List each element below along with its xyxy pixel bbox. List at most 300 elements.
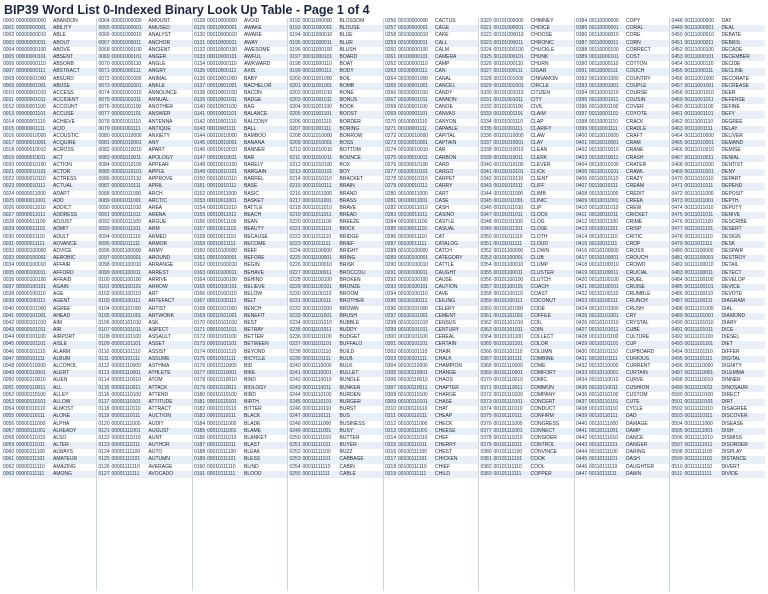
word-index: 0166 bbox=[194, 291, 206, 298]
word-row bbox=[2, 406, 96, 413]
word-binary: 00010110110 bbox=[207, 406, 237, 413]
word-binary: 00100011101 bbox=[398, 226, 428, 233]
word-index: 0265 bbox=[385, 82, 397, 89]
word-text: BLUR bbox=[339, 39, 353, 46]
word-text: CRUMBLE bbox=[626, 291, 651, 298]
word-index: 0415 bbox=[576, 240, 588, 247]
word-binary: 00100001100 bbox=[398, 104, 428, 111]
word-row bbox=[193, 313, 287, 320]
word-row bbox=[98, 68, 192, 75]
word-text: AXIS bbox=[244, 68, 256, 75]
word-index: 0060 bbox=[3, 449, 15, 456]
word-index: 0052 bbox=[3, 391, 15, 398]
word-binary: 00010100111 bbox=[207, 298, 237, 305]
word-binary: 00001111001 bbox=[111, 427, 141, 434]
word-binary: 00101111011 bbox=[493, 442, 523, 449]
word-text: ALCOHOL bbox=[53, 363, 77, 369]
word-row bbox=[289, 306, 383, 313]
word-text: BARELY bbox=[244, 161, 264, 168]
word-text: BULB bbox=[339, 355, 353, 362]
word-binary: 00100101100 bbox=[398, 334, 428, 341]
word-index: 0370 bbox=[480, 377, 492, 384]
word-text: AMUSED bbox=[148, 25, 170, 32]
word-text: ACOUSTIC bbox=[53, 133, 79, 139]
word-row bbox=[2, 198, 96, 205]
word-binary: 00010010010 bbox=[207, 147, 238, 154]
word-index: 0109 bbox=[98, 341, 110, 348]
word-index: 0205 bbox=[289, 111, 301, 118]
word-index: 0408 bbox=[576, 190, 588, 197]
word-binary: 00110111101 bbox=[589, 456, 618, 463]
word-text: COLOR bbox=[530, 341, 549, 348]
word-index: 0276 bbox=[385, 161, 397, 168]
word-text: BOMB bbox=[339, 82, 355, 89]
word-row bbox=[2, 248, 96, 255]
word-binary: 00110100100 bbox=[589, 276, 619, 283]
word-row bbox=[193, 90, 287, 97]
word-text: CREW bbox=[626, 204, 642, 211]
word-binary: 00111111100 bbox=[684, 449, 713, 456]
word-binary: 00011101101 bbox=[302, 341, 332, 348]
word-binary: 00101110000 bbox=[493, 363, 523, 369]
word-index: 0439 bbox=[576, 413, 588, 420]
word-binary: 00111010111 bbox=[684, 183, 714, 190]
word-index: 0140 bbox=[194, 104, 206, 111]
word-binary: 00001010000 bbox=[111, 133, 142, 139]
word-index: 0304 bbox=[385, 363, 397, 369]
word-index: 0111 bbox=[98, 355, 109, 362]
word-index: 0386 bbox=[576, 32, 588, 39]
word-binary: 00110100010 bbox=[589, 262, 619, 269]
word-text: CABLE bbox=[339, 470, 356, 477]
word-index: 0237 bbox=[289, 341, 301, 348]
word-index: 0075 bbox=[98, 97, 110, 104]
word-binary: 00001101011 bbox=[111, 327, 141, 334]
word-text: BUSINESS bbox=[339, 420, 365, 427]
word-text: CIGAR bbox=[530, 68, 547, 75]
word-row bbox=[480, 406, 574, 413]
word-binary: 00100100010 bbox=[398, 262, 429, 269]
word-row bbox=[384, 47, 478, 54]
word-text: CALM bbox=[435, 46, 449, 53]
word-binary: 00010101010 bbox=[207, 319, 238, 326]
word-binary: 00110101100 bbox=[589, 334, 619, 341]
word-text: ART bbox=[148, 291, 159, 298]
word-text: COCONUT bbox=[530, 298, 556, 305]
word-row bbox=[575, 140, 669, 147]
word-binary: 00010011111 bbox=[207, 240, 236, 247]
word-text: DIFFER bbox=[721, 348, 740, 355]
word-binary: 00100010101 bbox=[398, 168, 429, 175]
word-row bbox=[98, 18, 192, 25]
word-row bbox=[98, 155, 192, 162]
word-binary: 00011001110 bbox=[302, 118, 332, 125]
word-index: 0404 bbox=[576, 161, 588, 168]
word-index: 0204 bbox=[289, 104, 301, 111]
word-binary: 00001110001 bbox=[111, 370, 141, 377]
word-binary: 00101010100 bbox=[493, 161, 524, 168]
word-index: 0008 bbox=[3, 75, 15, 82]
word-row bbox=[384, 442, 478, 449]
word-binary: 00011000111 bbox=[302, 68, 332, 75]
word-index: 0318 bbox=[385, 463, 397, 470]
word-binary: 00000111110 bbox=[16, 463, 45, 470]
word-text: CLOTH bbox=[530, 233, 548, 240]
word-text: BUILD bbox=[339, 348, 355, 355]
word-index: 0308 bbox=[385, 391, 397, 398]
word-text: ASTHMA bbox=[148, 363, 170, 369]
word-index: 0199 bbox=[289, 68, 301, 75]
word-text: BELIEVE bbox=[244, 283, 265, 290]
word-index: 0454 bbox=[671, 61, 683, 68]
word-binary: 00100001011 bbox=[398, 97, 428, 104]
word-text: DISORDER bbox=[721, 442, 748, 449]
word-row bbox=[2, 140, 96, 147]
word-binary: 00110111100 bbox=[589, 449, 618, 456]
word-index: 0118 bbox=[98, 406, 110, 413]
word-index: 0066 bbox=[98, 32, 110, 39]
word-index: 0478 bbox=[671, 233, 683, 240]
word-row bbox=[575, 377, 669, 384]
word-row bbox=[193, 212, 287, 219]
word-row bbox=[671, 54, 765, 61]
word-row bbox=[671, 32, 765, 39]
word-row bbox=[289, 421, 383, 428]
word-row bbox=[480, 76, 574, 83]
word-row bbox=[575, 68, 669, 75]
word-index: 0258 bbox=[385, 32, 397, 39]
word-text: AGE bbox=[53, 291, 64, 298]
word-index: 0398 bbox=[576, 118, 588, 125]
word-index: 0014 bbox=[3, 118, 15, 125]
word-text: BUTTER bbox=[339, 434, 360, 441]
word-row bbox=[289, 464, 383, 471]
word-binary: 00100011111 bbox=[398, 240, 427, 247]
word-binary: 00011000000 bbox=[302, 18, 333, 24]
word-text: BOX bbox=[339, 161, 351, 168]
word-binary: 00000000001 bbox=[16, 25, 47, 32]
word-index: 0273 bbox=[385, 140, 397, 147]
word-row bbox=[2, 349, 96, 356]
word-text: COUCH bbox=[626, 68, 645, 75]
word-index: 0350 bbox=[480, 233, 492, 240]
word-text: DAY bbox=[721, 18, 732, 24]
word-binary: 00110000011 bbox=[589, 39, 619, 46]
word-row bbox=[2, 191, 96, 198]
word-index: 0320 bbox=[480, 18, 492, 24]
word-text: BANNER bbox=[244, 147, 265, 154]
word-text: ALBUM bbox=[53, 355, 71, 362]
word-index: 0400 bbox=[576, 133, 588, 139]
word-text: CLIENT bbox=[530, 176, 549, 183]
word-row bbox=[2, 255, 96, 262]
word-index: 0499 bbox=[671, 384, 683, 391]
word-binary: 00011100111 bbox=[302, 298, 332, 305]
word-row bbox=[671, 392, 765, 399]
word-text: AGREE bbox=[53, 305, 71, 312]
word-binary: 00101111001 bbox=[493, 427, 523, 434]
word-row bbox=[671, 442, 765, 449]
word-binary: 00010101110 bbox=[207, 348, 237, 355]
word-index: 0424 bbox=[576, 305, 588, 312]
word-binary: 00000111101 bbox=[16, 456, 45, 463]
word-index: 0086 bbox=[98, 176, 110, 183]
word-index: 0380 bbox=[480, 449, 492, 456]
word-index: 0159 bbox=[194, 240, 206, 247]
word-row bbox=[480, 97, 574, 104]
word-binary: 00100001101 bbox=[398, 111, 428, 118]
word-binary: 00110110000 bbox=[589, 363, 619, 369]
word-row bbox=[575, 198, 669, 205]
word-row bbox=[384, 90, 478, 97]
word-row bbox=[671, 255, 765, 262]
word-row bbox=[480, 155, 574, 162]
word-binary: 00100101110 bbox=[398, 348, 428, 355]
word-index: 0353 bbox=[480, 255, 492, 262]
word-index: 0108 bbox=[98, 334, 110, 341]
word-row bbox=[2, 54, 96, 61]
word-row bbox=[289, 413, 383, 420]
word-text: ADAPT bbox=[53, 190, 70, 197]
word-row bbox=[289, 133, 383, 140]
word-index: 0387 bbox=[576, 39, 588, 46]
word-row bbox=[575, 83, 669, 90]
word-binary: 00111111011 bbox=[684, 442, 713, 449]
word-row bbox=[98, 133, 192, 140]
word-index: 0339 bbox=[480, 154, 492, 161]
word-row bbox=[575, 176, 669, 183]
word-index: 0406 bbox=[576, 176, 588, 183]
word-index: 0493 bbox=[671, 341, 683, 348]
word-index: 0281 bbox=[385, 197, 397, 204]
word-index: 0267 bbox=[385, 97, 397, 104]
word-row bbox=[575, 428, 669, 435]
word-binary: 00111100111 bbox=[684, 298, 713, 305]
word-row bbox=[289, 377, 383, 384]
word-index: 0482 bbox=[671, 262, 683, 269]
word-binary: 00100111101 bbox=[398, 456, 427, 463]
word-text: COYOTE bbox=[626, 111, 648, 118]
word-row bbox=[193, 320, 287, 327]
word-binary: 00011010000 bbox=[302, 133, 333, 139]
word-binary: 00001011100 bbox=[111, 219, 141, 226]
word-index: 0399 bbox=[576, 125, 588, 132]
word-index: 0354 bbox=[480, 262, 492, 269]
word-text: BASKET bbox=[244, 197, 264, 204]
word-row bbox=[2, 155, 96, 162]
word-row bbox=[575, 32, 669, 39]
word-row bbox=[289, 392, 383, 399]
word-row bbox=[2, 183, 96, 190]
word-binary: 00111010101 bbox=[684, 168, 714, 175]
word-index: 0225 bbox=[289, 255, 301, 262]
word-row bbox=[2, 399, 96, 406]
word-index: 0488 bbox=[671, 305, 683, 312]
word-binary: 00100101010 bbox=[398, 319, 429, 326]
word-text: AVERAGE bbox=[148, 463, 173, 470]
word-index: 0051 bbox=[3, 384, 15, 391]
word-binary: 00100000000 bbox=[398, 18, 429, 24]
word-text: ABSENT bbox=[53, 53, 74, 60]
word-binary: 00001110000 bbox=[111, 363, 141, 369]
word-index: 0426 bbox=[576, 319, 588, 326]
word-index: 0046 bbox=[3, 348, 15, 355]
word-row bbox=[193, 356, 287, 363]
word-row bbox=[480, 111, 574, 118]
word-row bbox=[384, 147, 478, 154]
word-binary: 00001101101 bbox=[111, 341, 141, 348]
word-binary: 00100100000 bbox=[398, 248, 429, 254]
word-binary: 00010011010 bbox=[207, 204, 237, 211]
word-index: 0080 bbox=[98, 133, 110, 139]
word-binary: 00100110111 bbox=[398, 413, 427, 420]
word-row bbox=[575, 191, 669, 198]
word-index: 0089 bbox=[98, 197, 110, 204]
word-binary: 00010001000 bbox=[207, 75, 238, 82]
word-binary: 00110110100 bbox=[589, 391, 619, 398]
word-index: 0510 bbox=[671, 463, 683, 470]
word-row bbox=[98, 435, 192, 442]
word-binary: 00011101111 bbox=[302, 355, 331, 362]
word-index: 0071 bbox=[98, 68, 110, 75]
word-binary: 00001100110 bbox=[111, 291, 141, 298]
word-index: 0274 bbox=[385, 147, 397, 154]
word-row bbox=[671, 226, 765, 233]
word-row bbox=[671, 306, 765, 313]
word-row bbox=[193, 406, 287, 413]
word-text: CODE bbox=[530, 305, 545, 312]
word-index: 0188 bbox=[194, 449, 206, 456]
word-text: BUDGET bbox=[339, 334, 361, 341]
word-row bbox=[2, 83, 96, 90]
word-row bbox=[384, 183, 478, 190]
word-row bbox=[98, 140, 192, 147]
word-row bbox=[575, 334, 669, 341]
word-binary: 00100010100 bbox=[398, 161, 429, 168]
word-index: 0410 bbox=[576, 204, 588, 211]
word-text: BALL bbox=[244, 125, 257, 132]
word-row bbox=[98, 90, 192, 97]
word-row bbox=[480, 40, 574, 47]
word-index: 0299 bbox=[385, 327, 397, 334]
word-binary: 00001100100 bbox=[111, 276, 142, 283]
word-text: CRUISE bbox=[626, 283, 645, 290]
word-index: 0344 bbox=[480, 190, 492, 197]
word-binary: 00000101011 bbox=[16, 327, 46, 334]
word-index: 0500 bbox=[671, 391, 683, 398]
word-index: 0152 bbox=[194, 190, 206, 197]
word-index: 0483 bbox=[671, 269, 683, 276]
word-index: 0437 bbox=[576, 398, 588, 405]
word-index: 0263 bbox=[385, 68, 397, 75]
word-row bbox=[98, 277, 192, 284]
word-text: DASH bbox=[626, 456, 640, 463]
word-row bbox=[193, 147, 287, 154]
word-text: COPPER bbox=[530, 470, 552, 477]
word-row bbox=[193, 255, 287, 262]
word-text: AUDIT bbox=[148, 420, 164, 427]
word-index: 0123 bbox=[98, 442, 110, 449]
word-text: CHOICE bbox=[530, 25, 550, 32]
word-row bbox=[480, 298, 574, 305]
word-binary: 00111111110 bbox=[684, 463, 712, 470]
word-index: 0369 bbox=[480, 370, 492, 377]
word-text: BRONZE bbox=[339, 283, 361, 290]
word-text: BIOLOGY bbox=[244, 384, 267, 391]
word-index: 0167 bbox=[194, 298, 206, 305]
word-row bbox=[480, 341, 574, 348]
word-row bbox=[384, 341, 478, 348]
word-binary: 00110100110 bbox=[589, 291, 619, 298]
word-row bbox=[671, 313, 765, 320]
word-text: BLESS bbox=[244, 456, 261, 463]
word-text: ALONE bbox=[53, 413, 70, 420]
word-index: 0070 bbox=[98, 61, 110, 68]
word-index: 0388 bbox=[576, 46, 588, 53]
word-text: DETECT bbox=[721, 269, 742, 276]
word-binary: 00100010001 bbox=[398, 140, 429, 147]
word-text: CASUAL bbox=[435, 226, 456, 233]
word-row bbox=[575, 248, 669, 255]
word-row bbox=[289, 291, 383, 298]
word-text: DESPAIR bbox=[721, 248, 744, 254]
word-index: 0227 bbox=[289, 269, 301, 276]
word-index: 0177 bbox=[194, 370, 206, 377]
word-text: BULLET bbox=[339, 370, 359, 377]
word-text: DEBRIS bbox=[721, 39, 741, 46]
word-row bbox=[384, 291, 478, 298]
word-row bbox=[2, 104, 96, 111]
word-row bbox=[2, 428, 96, 435]
word-binary: 00001111000 bbox=[111, 420, 141, 427]
word-index: 0305 bbox=[385, 370, 397, 377]
word-binary: 00010001010 bbox=[207, 89, 238, 96]
word-row bbox=[2, 169, 96, 176]
word-row bbox=[575, 291, 669, 298]
word-row bbox=[671, 176, 765, 183]
word-binary: 00010101100 bbox=[207, 334, 237, 341]
word-index: 0296 bbox=[385, 305, 397, 312]
word-row bbox=[193, 183, 287, 190]
word-row bbox=[289, 198, 383, 205]
word-index: 0043 bbox=[3, 327, 15, 334]
word-binary: 00011101010 bbox=[302, 319, 332, 326]
word-row bbox=[2, 385, 96, 392]
word-text: BRIGHT bbox=[339, 248, 359, 254]
word-index: 0277 bbox=[385, 168, 397, 175]
word-binary: 00101011110 bbox=[493, 233, 523, 240]
word-row bbox=[2, 377, 96, 384]
word-binary: 00110111110 bbox=[589, 463, 618, 470]
word-index: 0497 bbox=[671, 370, 683, 377]
word-text: CAMP bbox=[435, 61, 450, 68]
word-row bbox=[480, 370, 574, 377]
word-text: CUPBOARD bbox=[626, 348, 655, 355]
word-row bbox=[671, 334, 765, 341]
word-text: DILEMMA bbox=[721, 370, 745, 377]
word-row bbox=[480, 61, 574, 68]
word-index: 0392 bbox=[576, 75, 588, 82]
word-binary: 00100100101 bbox=[398, 283, 429, 290]
word-index: 0214 bbox=[289, 176, 301, 183]
word-text: CATCH bbox=[435, 248, 452, 254]
word-index: 0212 bbox=[289, 161, 301, 168]
word-binary: 00111000111 bbox=[684, 68, 714, 75]
word-index: 0450 bbox=[671, 32, 683, 39]
word-binary: 00010110111 bbox=[207, 413, 236, 420]
word-binary: 00001000010 bbox=[111, 32, 142, 39]
word-binary: 00100111100 bbox=[398, 449, 427, 456]
